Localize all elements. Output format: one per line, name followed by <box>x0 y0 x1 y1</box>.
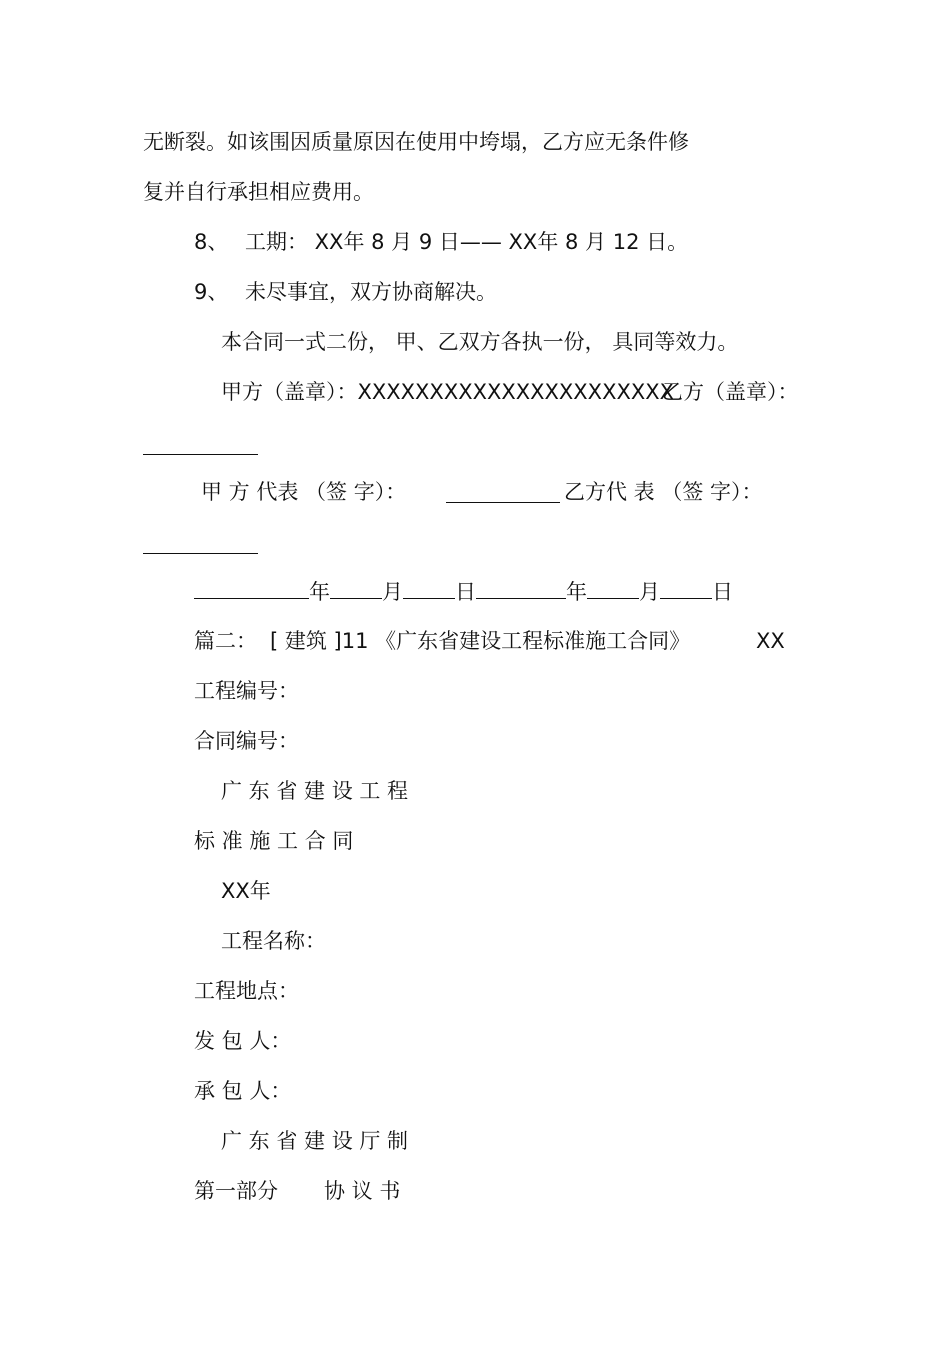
contract-number-label: 合同编号： <box>194 729 299 753</box>
party-a-representative: 甲 方 代表 （签 字）： <box>201 480 407 504</box>
chapter-title: [ 建筑 ]11 《广东省建设工程标准施工合同》 <box>270 629 691 653</box>
cover-title-line-1: 广 东 省 建 设 工 程 <box>221 779 409 803</box>
clause-9-number: 9、 <box>194 280 229 304</box>
chapter-year: XX <box>756 629 785 653</box>
month-label: 月 <box>382 580 403 604</box>
year-blank <box>476 580 566 599</box>
month-blank <box>587 580 639 599</box>
project-name-label: 工程名称： <box>221 929 326 953</box>
year-label: 年 <box>566 580 587 604</box>
clause-8-number: 8、 <box>194 230 229 254</box>
year-blank <box>194 580 309 599</box>
party-a-seal: 甲方（盖章）：XXXXXXXXXXXXXXXXXXXXXX <box>221 380 674 404</box>
party-b-seal: 乙方（盖章）： <box>662 380 799 404</box>
clause-8-schedule: 工期： XX年 8 月 9 日—— XX年 8 月 12 日。 <box>245 230 689 254</box>
cover-title-line-2: 标 准 施 工 合 同 <box>194 829 354 853</box>
agreement-heading: 协 议 书 <box>324 1179 401 1203</box>
day-blank <box>403 580 455 599</box>
month-blank <box>330 580 382 599</box>
chapter-label: 篇二： <box>194 629 257 653</box>
clause-9-text: 未尽事宜，双方协商解决。 <box>245 280 497 304</box>
cover-year: XX年 <box>221 879 271 903</box>
year-label: 年 <box>309 580 330 604</box>
day-label: 日 <box>455 580 476 604</box>
party-b-signature-line <box>143 553 258 554</box>
contractor-label: 承 包 人： <box>194 1079 292 1103</box>
signing-dates <box>194 580 733 604</box>
day-label: 日 <box>712 580 733 604</box>
party-b-representative: 乙方代 表 （签 字）： <box>564 480 763 504</box>
project-location-label: 工程地点： <box>194 979 299 1003</box>
issuer-line: 广 东 省 建 设 厅 制 <box>221 1129 409 1153</box>
part-one-label: 第一部分 <box>194 1179 278 1203</box>
day-blank <box>660 580 712 599</box>
seal-signature-line <box>143 454 258 455</box>
party-a-signature-line <box>446 502 560 503</box>
month-label: 月 <box>639 580 660 604</box>
project-number-label: 工程编号： <box>194 679 299 703</box>
clause-7-end: 复并自行承担相应费用。 <box>143 180 374 204</box>
employer-label: 发 包 人： <box>194 1029 292 1053</box>
copies-statement: 本合同一式二份， 甲、乙双方各执一份， 具同等效力。 <box>221 330 739 354</box>
clause-7-continuation: 无断裂。如该围因质量原因在使用中垮塌，乙方应无条件修 <box>143 130 689 154</box>
